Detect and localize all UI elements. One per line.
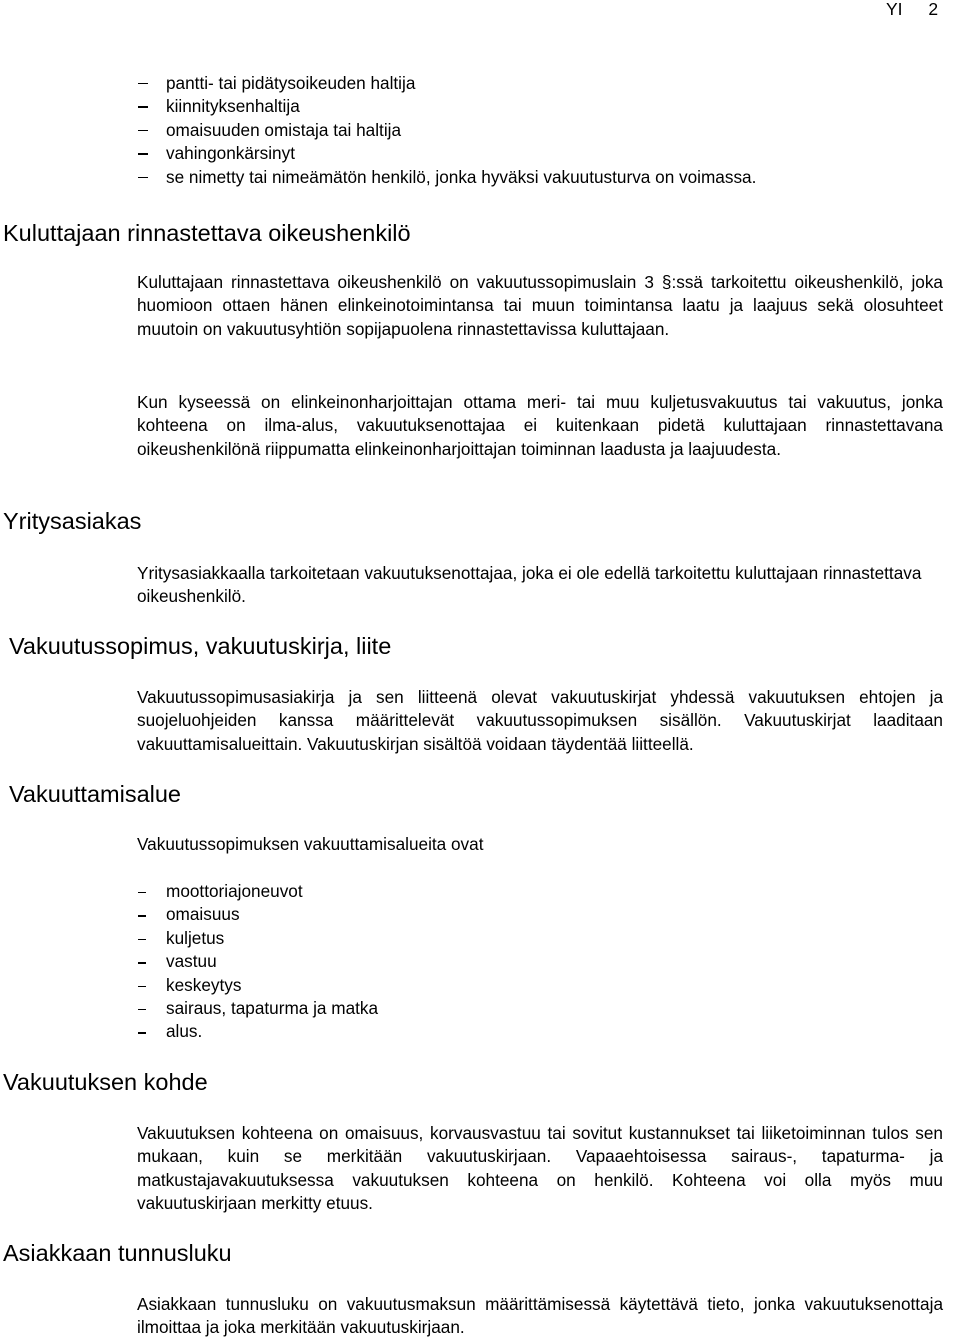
section-heading-yritysasiakas: Yritysasiakas <box>3 508 142 534</box>
list-item: vastuu <box>137 950 637 973</box>
list-item: se nimetty tai nimeämätön henkilö, jonka hyväksi vakuutusturva on voimassa. <box>137 166 927 189</box>
kuluttajaan-paragraph-2: Kun kyseessä on elinkeinonharjoittajan ottama meri- tai muu kuljetusvakuutus tai vakuutus, jonka kohteena on ilma-alus, vakuutuksenottajaa ei kuitenkaan pidetä kuluttajaan rinnastettavana oikeushenkilönä riippumatta elinkeinonharjoittajan toiminnan laadusta ja laajuudesta. <box>137 392 943 459</box>
list-item: kuljetus <box>137 927 637 950</box>
header-section-code: YI <box>886 0 903 19</box>
kohde-paragraph: Vakuutuksen kohteena on omaisuus, korvausvastuu tai sovitut kustannukset tai liiketoiminnan tulos sen mukaan, kuin se merkitään vakuutuskirjaan. Vapaaehtoisessa sairaus-, tapaturma- ja matkustajavakuutuksessa vakuutuksen kohteena on henkilö. Kohteena voi olla myös muu vakuutuskirjaan merkitty etuus. <box>137 1123 943 1214</box>
list-item: alus. <box>137 1020 637 1043</box>
page-number: 2 <box>928 0 939 19</box>
list-item: kiinnityksenhaltija <box>137 95 927 118</box>
top-list <box>137 72 927 189</box>
list-item: omaisuus <box>137 903 637 926</box>
kuluttajaan-paragraph-1: Kuluttajaan rinnastettava oikeushenkilö on vakuutussopimuslain 3 §:ssä tarkoitettu oikeushenkilö, joka huomioon ottaen hänen elinkeinotoimintansa tai muun toimintansa laatu ja laajuus sekä olosuhteet muutoin on vakuutusyhtiön sopijapuolena rinnastettavissa kuluttajaan. <box>137 272 943 339</box>
section-heading-kohde: Vakuutuksen kohde <box>3 1069 208 1095</box>
vakuutussopimus-paragraph: Vakuutussopimusasiakirja ja sen liitteenä olevat vakuutuskirjat yhdessä vakuutuksen ehtojen ja suojeluohjeiden kanssa määrittelevät vakuutussopimuksen sisällön. Vakuutuskirjat laaditaan vakuuttamisalueittain. Vakuutuskirjan sisältöä voidaan täydentää liitteellä. <box>137 687 943 754</box>
section-heading-tunnusluku: Asiakkaan tunnusluku <box>3 1240 232 1266</box>
vakuuttamisalue-list <box>137 880 637 1044</box>
list-item: keskeytys <box>137 974 637 997</box>
list-item: sairaus, tapaturma ja matka <box>137 997 637 1020</box>
list-item: pantti- tai pidätysoikeuden haltija <box>137 72 927 95</box>
yritysasiakas-paragraph: Yritysasiakkaalla tarkoitetaan vakuutuksenottajaa, joka ei ole edellä tarkoitettu kuluttajaan rinnastettava oikeushenkilö. <box>137 563 922 607</box>
vakuuttamisalue-intro: Vakuutussopimuksen vakuuttamisalueita ovat <box>137 834 484 854</box>
tunnusluku-paragraph: Asiakkaan tunnusluku on vakuutusmaksun määrittämisessä käytettävä tieto, jonka vakuutuksenottaja ilmoittaa ja joka merkitään vakuutuskirjaan. <box>137 1294 943 1338</box>
section-heading-kuluttajaan: Kuluttajaan rinnastettava oikeushenkilö <box>3 220 411 246</box>
list-item: moottoriajoneuvot <box>137 880 637 903</box>
page-header <box>886 0 938 20</box>
list-item: omaisuuden omistaja tai haltija <box>137 119 927 142</box>
section-heading-vakuutussopimus: Vakuutussopimus, vakuutuskirja, liite <box>9 633 392 659</box>
list-item: vahingonkärsinyt <box>137 142 927 165</box>
section-heading-vakuuttamisalue: Vakuuttamisalue <box>9 781 181 807</box>
